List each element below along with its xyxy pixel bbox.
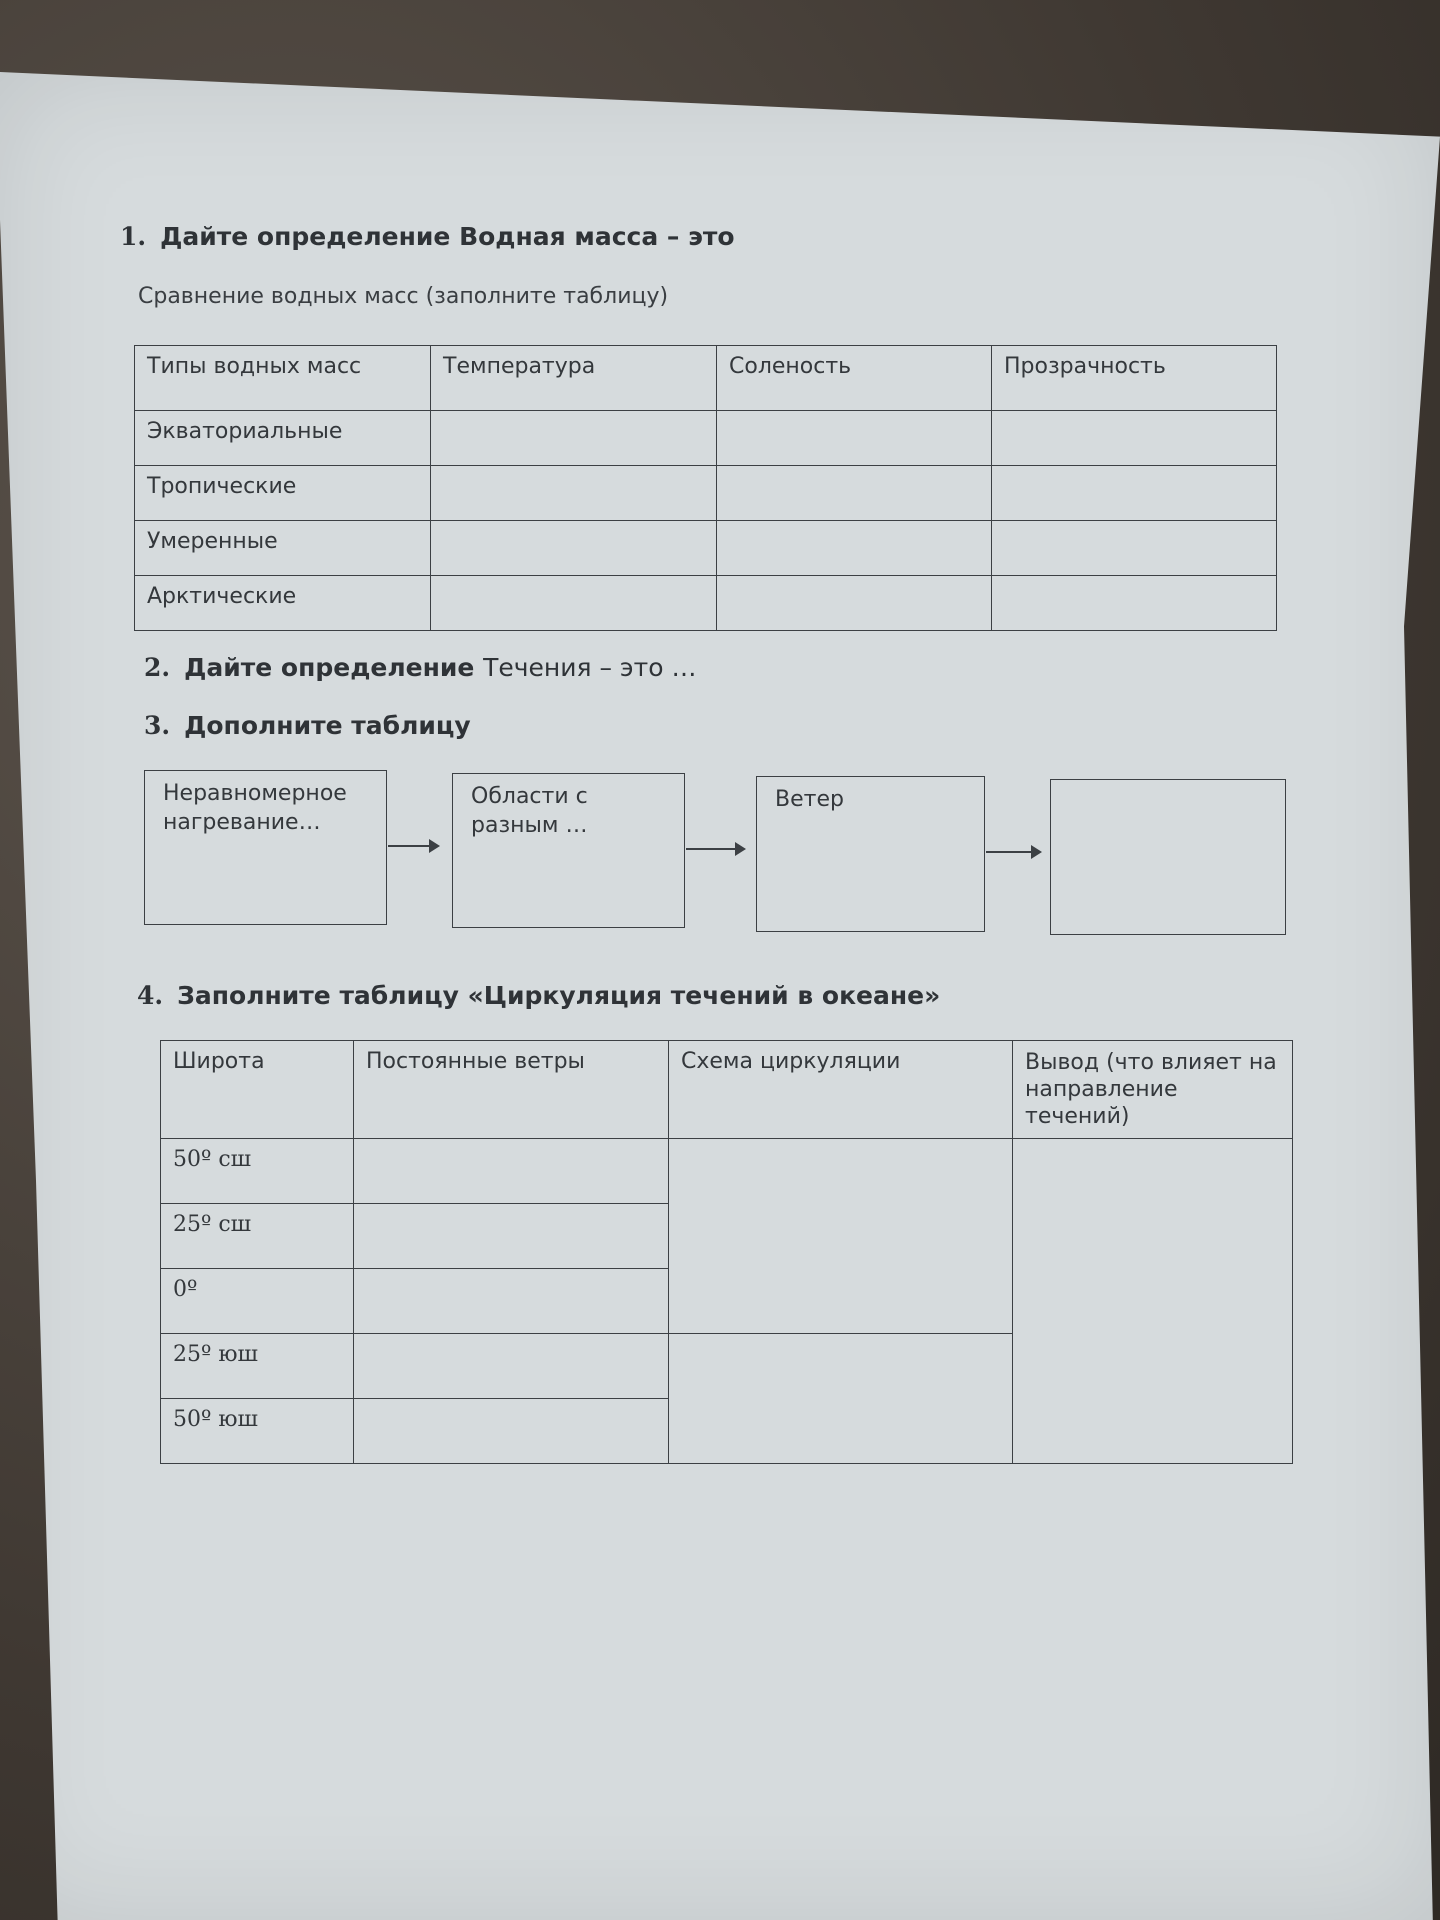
flow-box-wind <box>756 776 985 932</box>
row-label: Экваториальные <box>135 411 431 466</box>
empty-cell[interactable] <box>354 1204 669 1269</box>
empty-cell[interactable] <box>431 521 717 576</box>
empty-cell[interactable] <box>717 466 992 521</box>
row-label: Умеренные <box>135 521 431 576</box>
table-row <box>135 466 1277 521</box>
water-masses-table <box>134 345 1277 631</box>
question-1-number: 1. <box>120 222 147 251</box>
question-4 <box>137 981 940 1010</box>
empty-cell[interactable] <box>717 521 992 576</box>
empty-cell[interactable] <box>992 466 1277 521</box>
question-3 <box>144 711 471 740</box>
circulation-scheme-cell-north[interactable] <box>669 1139 1013 1334</box>
question-2 <box>144 653 696 682</box>
question-1-text: Дайте определение Водная масса – это <box>160 222 735 251</box>
empty-cell[interactable] <box>717 411 992 466</box>
question-2-number: 2. <box>144 653 171 682</box>
flow-box-line: Области с <box>471 784 588 809</box>
row-label: Арктические <box>135 576 431 631</box>
arrow-right-icon <box>388 845 438 847</box>
header-cell: Широта <box>161 1041 354 1139</box>
row-label: 25º юш <box>161 1334 354 1399</box>
header-cell: Постоянные ветры <box>354 1041 669 1139</box>
question-4-text: Заполните таблицу «Циркуляция течений в океане» <box>177 981 941 1010</box>
header-cell: Прозрачность <box>992 346 1277 411</box>
arrow-right-icon <box>686 848 744 850</box>
header-cell: Схема циркуляции <box>669 1041 1013 1139</box>
question-2-text-plain: Течения – это … <box>483 653 697 682</box>
empty-cell[interactable] <box>431 466 717 521</box>
question-3-number: 3. <box>144 711 171 740</box>
flow-box-line: разным … <box>471 813 588 838</box>
empty-cell[interactable] <box>717 576 992 631</box>
empty-cell[interactable] <box>431 576 717 631</box>
empty-cell[interactable] <box>354 1269 669 1334</box>
current-circulation-table <box>160 1040 1293 1464</box>
conclusion-cell[interactable] <box>1013 1139 1293 1464</box>
header-cell: Типы водных масс <box>135 346 431 411</box>
empty-cell[interactable] <box>354 1139 669 1204</box>
empty-cell[interactable] <box>992 521 1277 576</box>
table-1-caption: Сравнение водных масс (заполните таблицу) <box>138 284 669 309</box>
flow-box-pressure-areas <box>452 773 685 928</box>
empty-cell[interactable] <box>992 411 1277 466</box>
flow-box-uneven-heating <box>144 770 387 925</box>
table-row <box>135 576 1277 631</box>
table-header-row <box>161 1041 1293 1139</box>
table-row <box>135 411 1277 466</box>
question-3-text: Дополните таблицу <box>184 711 471 740</box>
question-4-number: 4. <box>137 981 164 1010</box>
row-label: 50º юш <box>161 1399 354 1464</box>
row-label: 25º сш <box>161 1204 354 1269</box>
table-row <box>135 521 1277 576</box>
header-cell: Вывод (что влияет на направление течений) <box>1013 1041 1293 1139</box>
row-label: Тропические <box>135 466 431 521</box>
flow-box-line: Неравномерное <box>163 781 347 806</box>
question-2-text-bold: Дайте определение <box>184 653 475 682</box>
header-cell: Температура <box>431 346 717 411</box>
empty-cell[interactable] <box>992 576 1277 631</box>
circulation-scheme-cell-south[interactable] <box>669 1334 1013 1464</box>
empty-cell[interactable] <box>354 1399 669 1464</box>
row-label: 0º <box>161 1269 354 1334</box>
arrow-right-icon <box>986 851 1040 853</box>
question-1 <box>120 222 735 251</box>
flow-box-line: нагревание… <box>163 810 321 835</box>
empty-cell[interactable] <box>354 1334 669 1399</box>
empty-cell[interactable] <box>431 411 717 466</box>
row-label: 50º сш <box>161 1139 354 1204</box>
flow-box-line: Ветер <box>775 787 844 812</box>
table-header-row <box>135 346 1277 411</box>
table-row <box>161 1139 1293 1204</box>
header-cell: Соленость <box>717 346 992 411</box>
flow-box-empty[interactable] <box>1050 779 1286 935</box>
